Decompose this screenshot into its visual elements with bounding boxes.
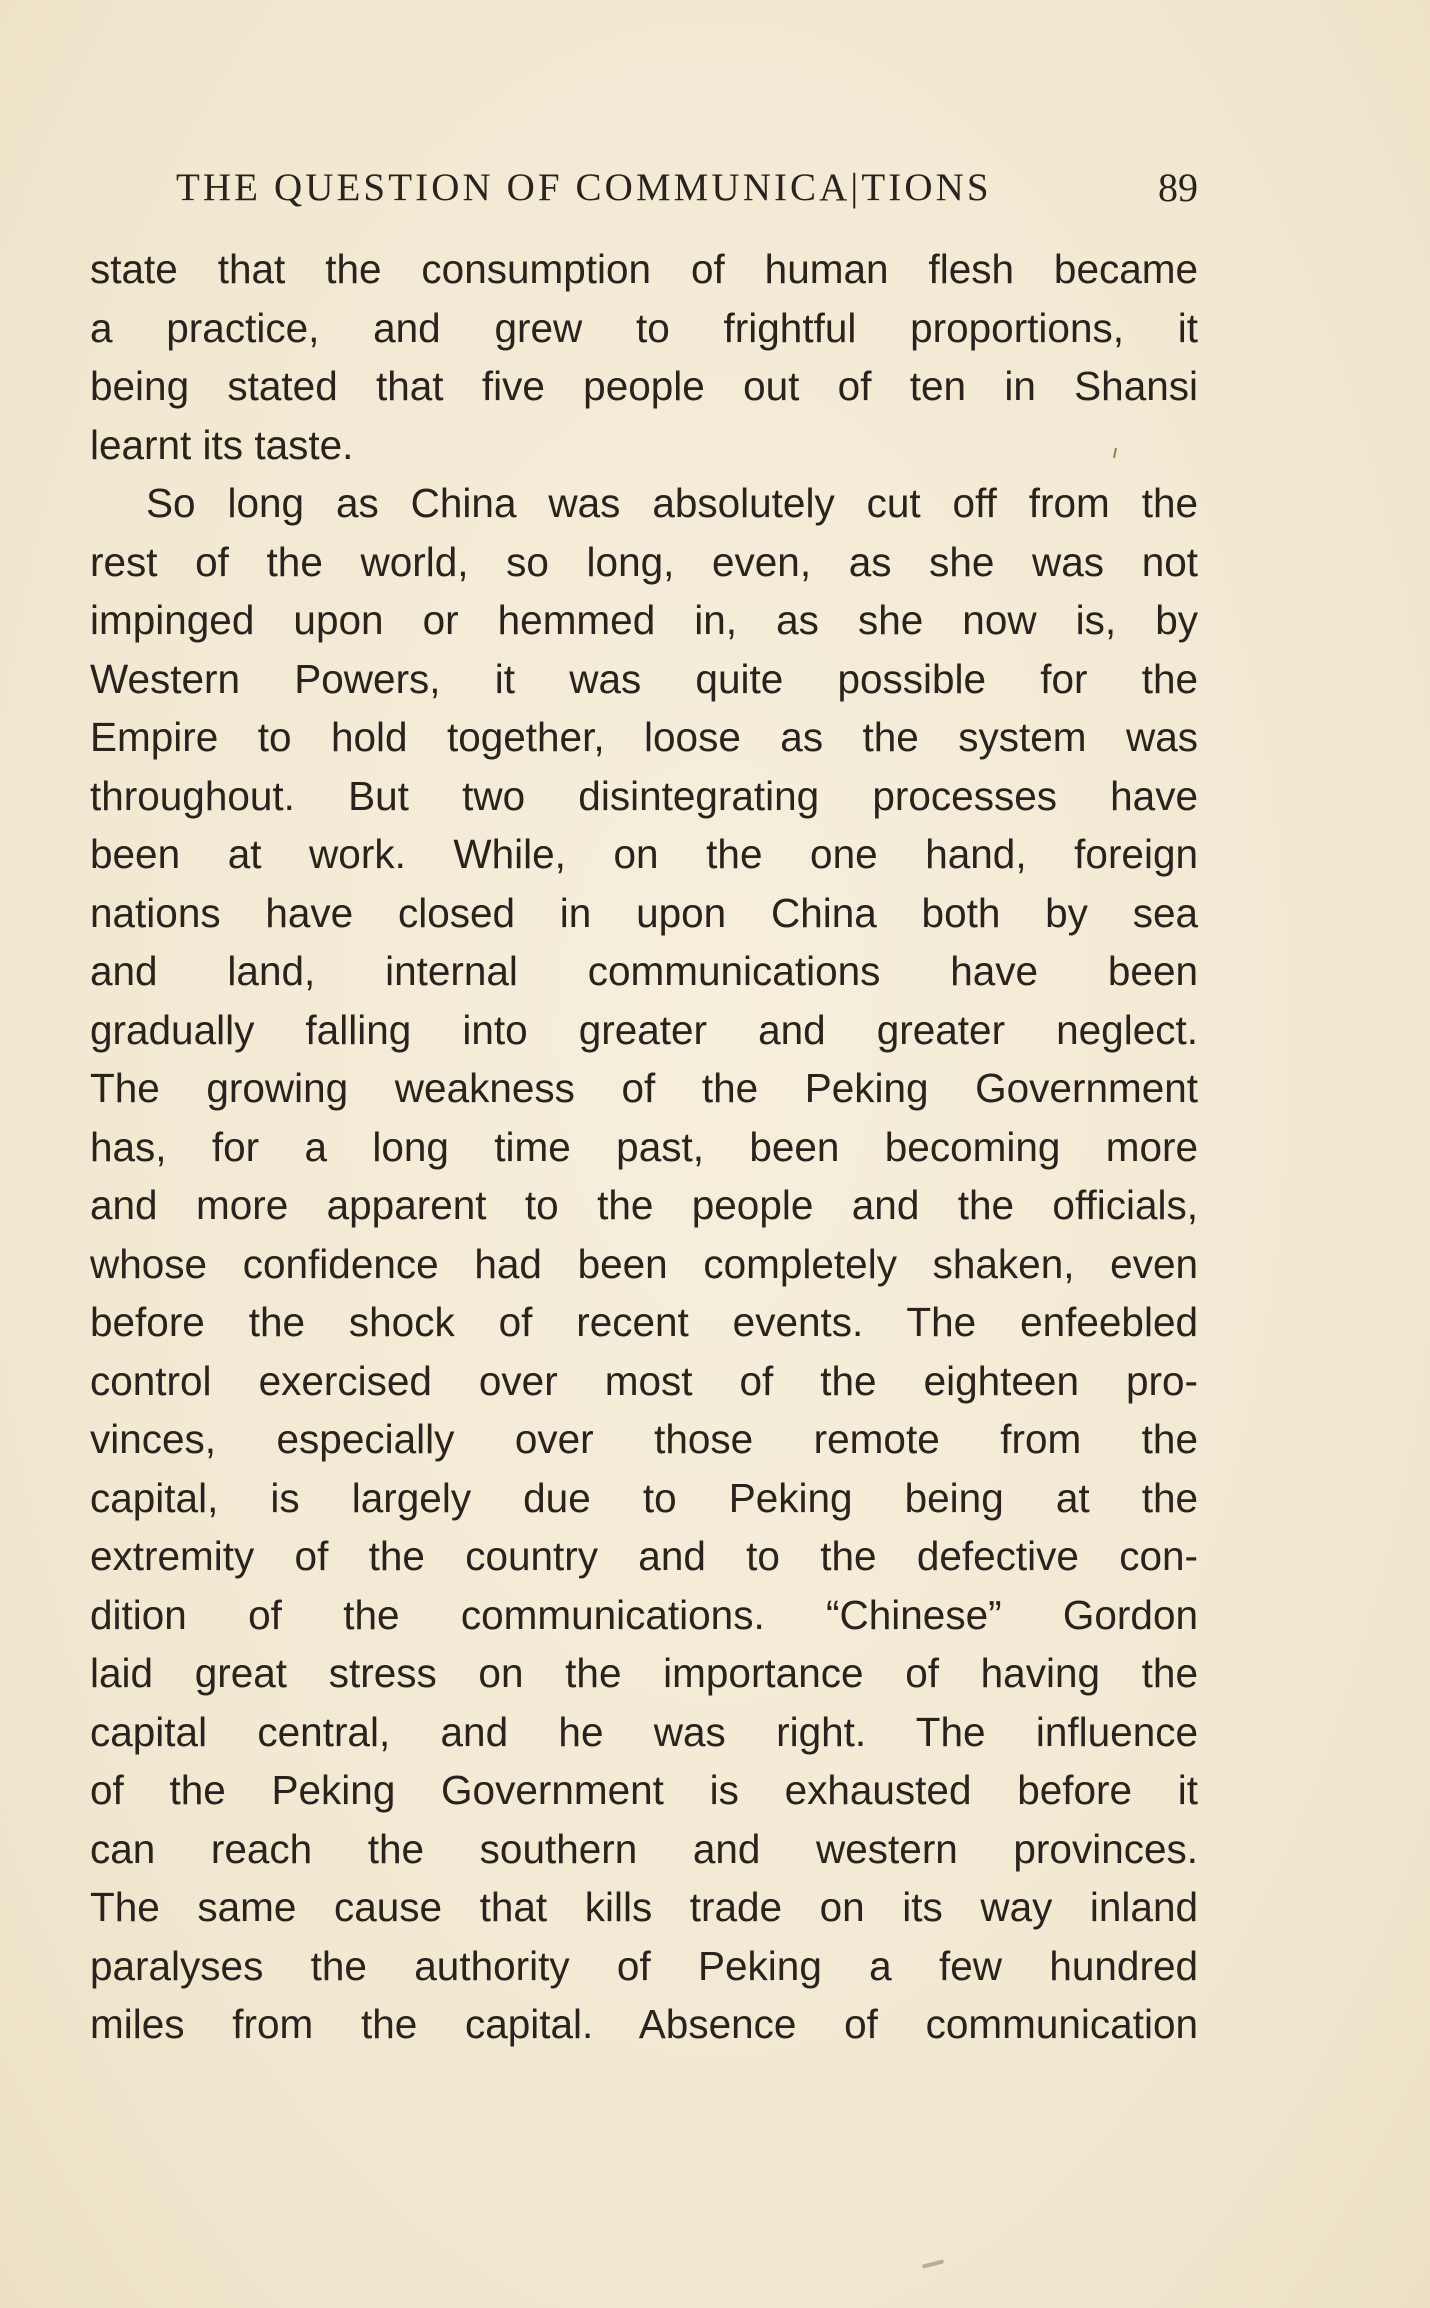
text-line: has, for a long time past, been becoming more	[90, 1123, 1198, 1170]
paper-speck	[922, 2259, 944, 2268]
text-line: being stated that five people out of ten in Shansi	[90, 363, 1198, 409]
text-line: miles from the capital. Absence of communication	[90, 2001, 1198, 2047]
text-line: learnt its taste.	[90, 421, 354, 468]
text-line: Western Powers, it was quite possible for the	[90, 655, 1198, 702]
text-line: state that the consumption of human flesh became	[90, 246, 1198, 292]
text-line: Empire to hold together, loose as the system was	[90, 714, 1198, 760]
text-line: impinged upon or hemmed in, as she now is, by	[90, 597, 1198, 643]
text-line: extremity of the country and to the defective con-	[90, 1533, 1198, 1579]
text-line: The growing weakness of the Peking Government	[90, 1065, 1198, 1111]
text-line: and land, internal communications have been	[90, 948, 1198, 994]
running-title: THE QUESTION OF COMMUNICA|TIONS	[176, 166, 992, 209]
text-line: paralyses the authority of Peking a few hundred	[90, 1942, 1198, 1989]
page-number: 89	[1158, 165, 1198, 210]
text-line: control exercised over most of the eighteen pro-	[90, 1357, 1198, 1404]
text-line: rest of the world, so long, even, as she was not	[90, 538, 1198, 585]
text-line: can reach the southern and western provinces.	[90, 1825, 1198, 1872]
text-line: capital, is largely due to Peking being at the	[90, 1474, 1198, 1521]
text-line: laid great stress on the importance of having the	[90, 1650, 1198, 1696]
text-line: a practice, and grew to frightful proportions, it	[90, 304, 1198, 351]
text-line: whose confidence had been completely shaken, even	[90, 1240, 1198, 1287]
text-line: dition of the communications. “Chinese” Gordon	[90, 1591, 1198, 1638]
running-head	[88, 158, 1198, 218]
text-line: capital central, and he was right. The influence	[90, 1708, 1198, 1755]
text-line: of the Peking Government is exhausted before it	[90, 1767, 1198, 1813]
text-line: nations have closed in upon China both by sea	[90, 889, 1198, 936]
text-line: So long as China was absolutely cut off from the	[146, 480, 1198, 526]
text-line: gradually falling into greater and greater neglect.	[90, 1006, 1198, 1053]
text-line: throughout. But two disintegrating processes have	[90, 772, 1198, 819]
body-text	[90, 240, 1198, 2054]
text-line: The same cause that kills trade on its way inland	[90, 1884, 1198, 1930]
text-line: vinces, especially over those remote from the	[90, 1416, 1198, 1462]
text-line: before the shock of recent events. The enfeebled	[90, 1299, 1198, 1345]
text-line: and more apparent to the people and the officials,	[90, 1182, 1198, 1228]
text-line: been at work. While, on the one hand, foreign	[90, 831, 1198, 877]
